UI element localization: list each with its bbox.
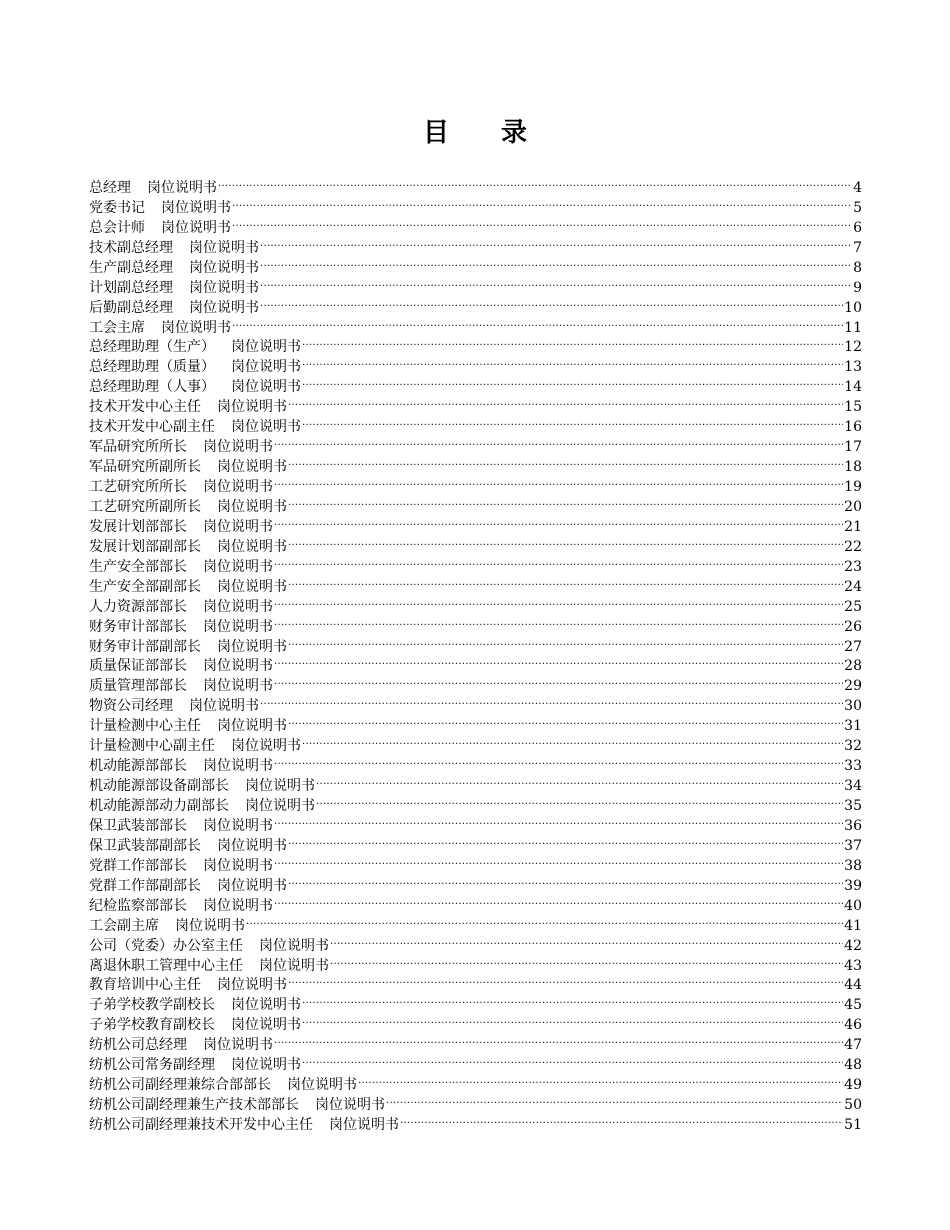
- dot-leader: [302, 351, 843, 371]
- toc-page-number: 20: [844, 498, 862, 515]
- toc-entry-position: 纺机公司总经理: [89, 1037, 187, 1054]
- toc-entry-doc-label: 岗位说明书: [217, 578, 287, 595]
- toc-page-number: 46: [844, 1017, 862, 1034]
- toc-entry-title: [89, 1016, 301, 1036]
- toc-entry-position: 总经理助理（人事）: [89, 379, 215, 396]
- toc-entry-position: 后勤副总经理: [89, 299, 173, 316]
- page-title: [0, 112, 950, 149]
- toc-page-number: 47: [844, 1037, 862, 1054]
- toc-entry-position: 纺机公司常务副经理: [89, 1057, 215, 1074]
- toc-page-number: 42: [844, 937, 862, 954]
- toc-entry-doc-label: 岗位说明书: [189, 299, 259, 316]
- toc-entry-title: [89, 219, 231, 239]
- toc-entry-title: [89, 1036, 273, 1056]
- dot-leader: [274, 511, 843, 531]
- toc-entry-doc-label: 岗位说明书: [259, 937, 329, 954]
- toc-entry-doc-label: 岗位说明书: [203, 678, 273, 695]
- toc-entry-position: 党委书记: [89, 199, 145, 216]
- toc-entry-doc-label: 岗位说明书: [231, 339, 301, 356]
- toc-page-number: 36: [844, 817, 862, 834]
- toc-entry-doc-label: 岗位说明书: [231, 379, 301, 396]
- toc-entry-title: [89, 817, 273, 837]
- toc-entry-position: 军品研究所所长: [89, 439, 187, 456]
- toc-entry-position: 质量保证部部长: [89, 658, 187, 675]
- toc-entry-doc-label: 岗位说明书: [217, 718, 287, 735]
- toc-entry-position: 保卫武装部副部长: [89, 837, 201, 854]
- toc-page-number: 17: [844, 439, 862, 456]
- toc-page-number: 37: [844, 837, 862, 854]
- toc-entry-position: 生产安全部副部长: [89, 578, 201, 595]
- toc-entry-position: 公司（党委）办公室主任: [89, 937, 243, 954]
- toc-page-number: 27: [844, 638, 862, 655]
- toc-entry-title: [89, 877, 287, 897]
- toc-entry-title: [89, 737, 301, 757]
- toc-page-number: 44: [844, 977, 862, 994]
- toc-entry-doc-label: 岗位说明书: [231, 738, 301, 755]
- toc-page-number: 32: [844, 738, 862, 755]
- toc-page-number: 4: [853, 179, 862, 196]
- toc-entry-doc-label: 岗位说明书: [203, 817, 273, 834]
- toc-entry-title: [89, 1076, 357, 1096]
- toc-entry-position: 离退休职工管理中心主任: [89, 957, 243, 974]
- toc-entry-doc-label: 岗位说明书: [245, 778, 315, 795]
- toc-entry-position: 总会计师: [89, 219, 145, 236]
- dot-leader: [232, 192, 852, 212]
- dot-leader: [246, 910, 843, 930]
- toc-page-number: 30: [844, 698, 862, 715]
- toc-entry-position: 技术开发中心副主任: [89, 419, 215, 436]
- toc-entry-doc-label: 岗位说明书: [203, 658, 273, 675]
- toc-entry-position: 总经理助理（生产）: [89, 339, 215, 356]
- toc-page-number: 45: [844, 997, 862, 1014]
- toc-page-number: 49: [844, 1077, 862, 1094]
- toc-page-number: 22: [844, 538, 862, 555]
- toc-entry-title: [89, 558, 273, 578]
- toc-entry-position: 总经理: [89, 179, 131, 196]
- toc-page-number: 50: [844, 1097, 862, 1114]
- dot-leader: [232, 312, 843, 332]
- toc-entry-position: 党群工作部部长: [89, 857, 187, 874]
- toc-entry-doc-label: 岗位说明书: [161, 219, 231, 236]
- dot-leader: [274, 471, 843, 491]
- toc-entry-position: 机动能源部部长: [89, 758, 187, 775]
- dot-leader: [302, 1049, 843, 1069]
- toc-entry-title: [89, 996, 301, 1016]
- toc-entry-position: 总经理助理（质量）: [89, 359, 215, 376]
- toc-entry-doc-label: 岗位说明书: [203, 558, 273, 575]
- dot-leader: [274, 611, 843, 631]
- dot-leader: [288, 631, 843, 651]
- toc-entry-position: 党群工作部副部长: [89, 877, 201, 894]
- toc-page-number: 15: [844, 399, 862, 416]
- toc-page-number: 9: [853, 279, 862, 296]
- toc-entry-position: 机动能源部设备副部长: [89, 778, 229, 795]
- toc-entry-position: 纪检监察部部长: [89, 897, 187, 914]
- toc-entry-doc-label: 岗位说明书: [287, 1077, 357, 1094]
- toc-entry-position: 工会主席: [89, 319, 145, 336]
- dot-leader: [274, 551, 843, 571]
- toc-entry-position: 纺机公司副经理兼生产技术部部长: [89, 1097, 299, 1114]
- toc-entry-title: [89, 657, 273, 677]
- toc-entry-position: 军品研究所副所长: [89, 459, 201, 476]
- toc-page-number: 43: [844, 957, 862, 974]
- toc-entry-title: [89, 917, 245, 937]
- toc-entry-position: 财务审计部部长: [89, 618, 187, 635]
- toc-entry-doc-label: 岗位说明书: [217, 638, 287, 655]
- toc-page-number: 34: [844, 778, 862, 795]
- toc-page-number: 23: [844, 558, 862, 575]
- toc-entry-position: 保卫武装部部长: [89, 817, 187, 834]
- toc-entry-title: [89, 618, 273, 638]
- dot-leader: [218, 172, 852, 192]
- toc-entry-position: 工会副主席: [89, 917, 159, 934]
- toc-entry-title: [89, 717, 287, 737]
- toc-entry-doc-label: 岗位说明书: [203, 598, 273, 615]
- toc-page-number: 25: [844, 598, 862, 615]
- toc-entry-title: [89, 697, 259, 717]
- dot-leader: [288, 571, 843, 591]
- toc-page-number: 35: [844, 798, 862, 814]
- toc-page-number: 28: [844, 658, 862, 675]
- toc-page-number: 24: [844, 578, 862, 595]
- toc-entry-doc-label: 岗位说明书: [203, 1037, 273, 1054]
- toc-page-number: 12: [844, 339, 862, 356]
- toc-entry-title: [89, 837, 287, 857]
- dot-leader: [274, 1029, 843, 1049]
- toc-entry-doc-label: 岗位说明书: [203, 518, 273, 535]
- toc-page-number: 19: [844, 479, 862, 495]
- toc-entry-doc-label: 岗位说明书: [189, 279, 259, 296]
- toc-entry-doc-label: 岗位说明书: [161, 199, 231, 216]
- dot-leader: [260, 252, 852, 272]
- toc-entry-doc-label: 岗位说明书: [203, 897, 273, 914]
- toc-page-number: 11: [844, 319, 862, 336]
- dot-leader: [232, 212, 852, 232]
- toc-entry-doc-label: 岗位说明书: [231, 1017, 301, 1034]
- toc-entry-title: [89, 179, 217, 199]
- toc-entry-title: [89, 498, 287, 518]
- dot-leader: [274, 651, 843, 671]
- toc-entry-title: [89, 398, 287, 418]
- dot-leader: [288, 491, 843, 511]
- toc-page-number: 31: [844, 718, 862, 735]
- toc-entry-doc-label: 岗位说明书: [189, 698, 259, 715]
- dot-leader: [302, 730, 843, 750]
- toc-entry-title: [89, 638, 287, 658]
- toc-entry-position: 计量检测中心主任: [89, 718, 201, 735]
- toc-entry-doc-label: 岗位说明书: [203, 479, 273, 495]
- dot-leader: [330, 950, 843, 970]
- dot-leader: [260, 690, 843, 710]
- toc-entry-doc-label: 岗位说明书: [259, 957, 329, 974]
- toc-entry-doc-label: 岗位说明书: [217, 538, 287, 555]
- toc-entry-position: 发展计划部部长: [89, 518, 187, 535]
- toc-entry-title: [89, 378, 301, 398]
- toc-page-number: 7: [853, 239, 862, 256]
- toc-entry-title: [89, 1116, 399, 1136]
- toc-entry-position: 子弟学校教育副校长: [89, 1017, 215, 1034]
- toc-entry-doc-label: 岗位说明书: [217, 977, 287, 994]
- dot-leader: [302, 411, 843, 431]
- toc-entry-position: 计划副总经理: [89, 279, 173, 296]
- toc-entry-title: [89, 598, 273, 618]
- toc-page-number: 51: [844, 1117, 862, 1133]
- toc-entry-position: 工艺研究所所长: [89, 479, 187, 495]
- toc-entry-doc-label: 岗位说明书: [203, 618, 273, 635]
- dot-leader: [274, 431, 843, 451]
- title-char-1: 目: [422, 118, 449, 148]
- toc-entry-title: [89, 338, 301, 358]
- dot-leader: [288, 451, 843, 471]
- toc-page-number: 41: [844, 917, 862, 934]
- toc-entry-title: [89, 358, 301, 378]
- toc-entry-title: [89, 677, 273, 697]
- toc-entry-position: 技术开发中心主任: [89, 399, 201, 416]
- toc-page-number: 8: [853, 259, 862, 276]
- toc-entry-title: [89, 976, 287, 996]
- dot-leader: [260, 272, 852, 292]
- toc-page-number: 21: [844, 518, 862, 535]
- dot-leader: [302, 371, 843, 391]
- toc-entry-title: [89, 438, 273, 458]
- dot-leader: [288, 531, 843, 551]
- toc-entry-doc-label: 岗位说明书: [189, 239, 259, 256]
- dot-leader: [274, 750, 843, 770]
- toc-page-number: 26: [844, 618, 862, 635]
- toc-entry-position: 计量检测中心副主任: [89, 738, 215, 755]
- toc-page-number: 14: [844, 379, 862, 396]
- toc-page-number: 33: [844, 758, 862, 775]
- dot-leader: [302, 332, 843, 352]
- toc-entry-doc-label: 岗位说明书: [217, 877, 287, 894]
- dot-leader: [288, 710, 843, 730]
- dot-leader: [386, 1089, 843, 1109]
- toc-entry-title: [89, 1096, 385, 1116]
- toc-entry-doc-label: 岗位说明书: [189, 259, 259, 276]
- toc-entry-position: 工艺研究所副所长: [89, 498, 201, 515]
- toc-page-number: 48: [844, 1057, 862, 1074]
- dot-leader: [274, 591, 843, 611]
- toc-entry-position: 纺机公司副经理兼技术开发中心主任: [89, 1117, 313, 1133]
- dot-leader: [274, 670, 843, 690]
- dot-leader: [288, 391, 843, 411]
- toc-entry-title: [89, 199, 231, 219]
- toc-entry-title: [89, 857, 273, 877]
- toc-entry-doc-label: 岗位说明书: [231, 997, 301, 1014]
- toc-page-number: 6: [853, 219, 862, 236]
- toc-entry-title: [89, 578, 287, 598]
- toc-entry-position: 生产安全部部长: [89, 558, 187, 575]
- dot-leader: [400, 1109, 843, 1129]
- dot-leader: [260, 292, 843, 312]
- toc-entry-title: [89, 937, 329, 957]
- toc-entry-doc-label: 岗位说明书: [231, 359, 301, 376]
- toc-entry-position: 质量管理部部长: [89, 678, 187, 695]
- toc-entry-title: [89, 418, 301, 438]
- toc-entry-doc-label: 岗位说明书: [217, 399, 287, 416]
- dot-leader: [316, 770, 843, 790]
- toc-entry-position: 人力资源部部长: [89, 598, 187, 615]
- dot-leader: [288, 970, 843, 990]
- toc-entry-title: [89, 458, 287, 478]
- toc-entry-title: [89, 538, 287, 558]
- dot-leader: [274, 850, 843, 870]
- toc-entry-title: [89, 518, 273, 538]
- toc-page-number: 39: [844, 877, 862, 894]
- toc-page-number: 10: [844, 299, 862, 316]
- toc-entry-position: 机动能源部动力副部长: [89, 798, 229, 814]
- toc-entry-title: [89, 279, 259, 299]
- toc-entry-title: [89, 259, 259, 279]
- toc-entry-doc-label: 岗位说明书: [175, 917, 245, 934]
- dot-leader: [302, 989, 843, 1009]
- toc-page-number: 18: [844, 459, 862, 476]
- toc-entry-doc-label: 岗位说明书: [231, 1057, 301, 1074]
- toc-entry[interactable]: [89, 172, 862, 196]
- toc-entry-doc-label: 岗位说明书: [203, 439, 273, 456]
- toc-entry-title: [89, 319, 231, 339]
- toc-page-number: 13: [844, 359, 862, 376]
- toc-entry-doc-label: 岗位说明书: [217, 837, 287, 854]
- toc-entry-position: 纺机公司副经理兼综合部部长: [89, 1077, 271, 1094]
- toc-entry-position: 技术副总经理: [89, 239, 173, 256]
- toc-entry-position: 物资公司经理: [89, 698, 173, 715]
- dot-leader: [288, 830, 843, 850]
- toc-entry-title: [89, 777, 315, 797]
- toc-entry-title: [89, 478, 273, 498]
- dot-leader: [302, 1009, 843, 1029]
- toc-entry-title: [89, 757, 273, 777]
- toc-entry-position: 子弟学校教学副校长: [89, 997, 215, 1014]
- table-of-contents: [89, 172, 862, 1133]
- dot-leader: [260, 232, 852, 252]
- toc-entry-title: [89, 1056, 301, 1076]
- toc-entry-doc-label: 岗位说明书: [315, 1097, 385, 1114]
- toc-entry-position: 生产副总经理: [89, 259, 173, 276]
- dot-leader: [274, 890, 843, 910]
- toc-entry-position: 发展计划部副部长: [89, 538, 201, 555]
- toc-page-number: 29: [844, 678, 862, 695]
- toc-page-number: 38: [844, 857, 862, 874]
- toc-entry-title: [89, 239, 259, 259]
- toc-entry-doc-label: 岗位说明书: [203, 857, 273, 874]
- toc-entry-doc-label: 岗位说明书: [245, 798, 315, 814]
- toc-page-number: 5: [853, 199, 862, 216]
- toc-entry-doc-label: 岗位说明书: [329, 1117, 399, 1133]
- dot-leader: [288, 870, 843, 890]
- dot-leader: [316, 790, 843, 810]
- toc-entry-doc-label: 岗位说明书: [147, 179, 217, 196]
- dot-leader: [274, 810, 843, 830]
- toc-entry-doc-label: 岗位说明书: [231, 419, 301, 436]
- toc-entry-position: 教育培训中心主任: [89, 977, 201, 994]
- toc-entry-position: 财务审计部副部长: [89, 638, 201, 655]
- toc-page-number: 40: [844, 897, 862, 914]
- toc-entry-doc-label: 岗位说明书: [161, 319, 231, 336]
- title-char-2: 录: [501, 118, 528, 148]
- dot-leader: [330, 930, 843, 950]
- toc-entry-doc-label: 岗位说明书: [203, 758, 273, 775]
- dot-leader: [358, 1069, 843, 1089]
- toc-entry-doc-label: 岗位说明书: [217, 459, 287, 476]
- toc-entry-doc-label: 岗位说明书: [217, 498, 287, 515]
- toc-page-number: 16: [844, 419, 862, 436]
